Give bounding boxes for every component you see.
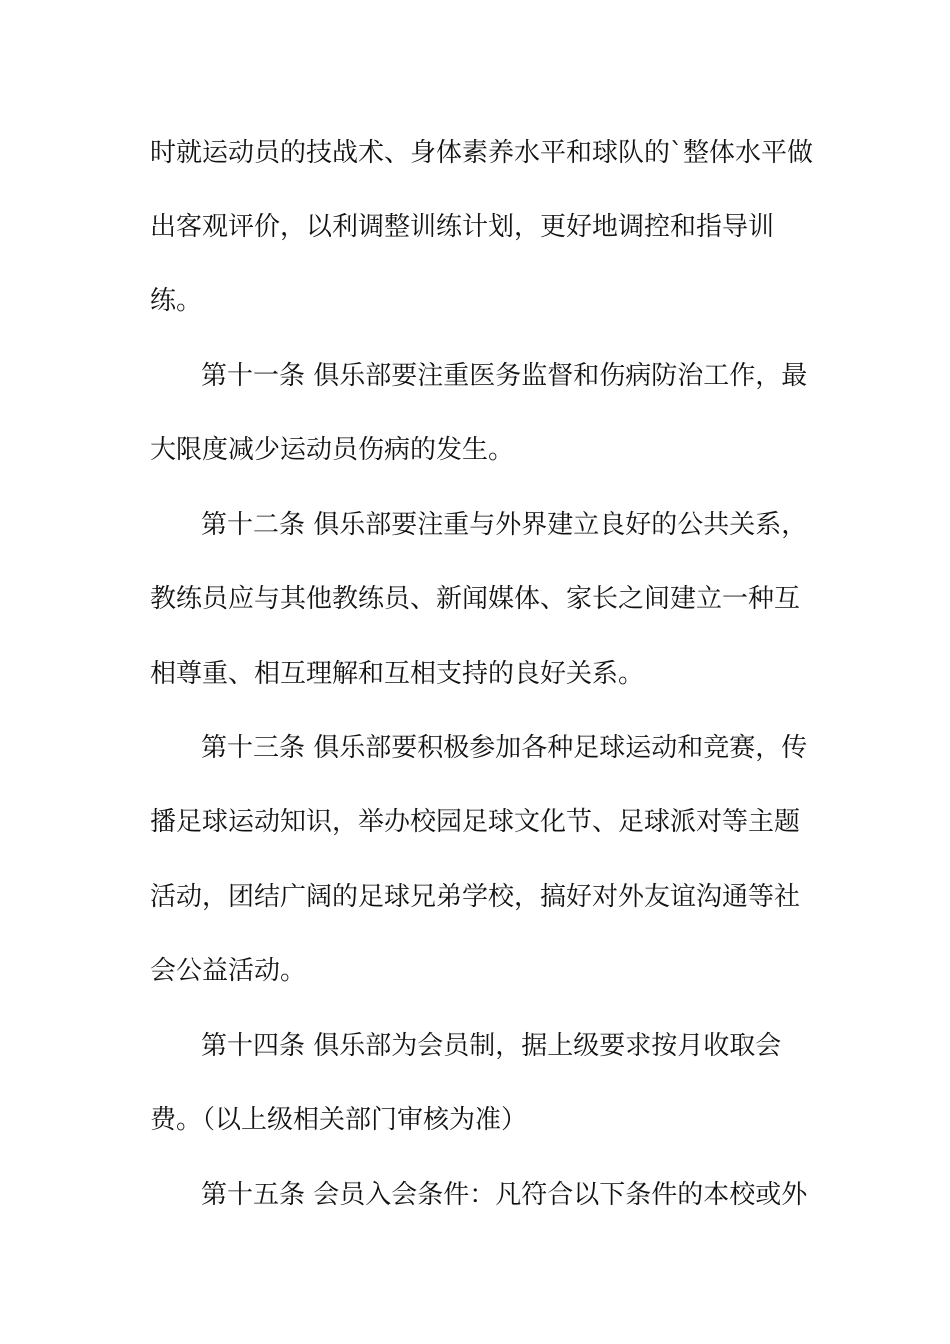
text-line: 练。 [150, 286, 203, 316]
text-line: 会公益活动。 [150, 956, 307, 986]
article-15-line: 第十五条 会员入会条件：凡符合以下条件的本校或外 [201, 1180, 808, 1210]
text-line: 时就运动员的技战术、身体素养水平和球队的`整体水平做 [150, 138, 814, 168]
text-line: 费。（以上级相关部门审核为准） [150, 1105, 528, 1135]
article-14-line: 第十四条 俱乐部为会员制，据上级要求按月收取会 [201, 1031, 782, 1061]
text-line: 教练员应与其他教练员、新闻媒体、家长之间建立一种互 [150, 584, 801, 614]
article-13-line: 第十三条 俱乐部要积极参加各种足球运动和竞赛，传 [201, 733, 808, 763]
text-line: 大限度减少运动员伤病的发生。 [150, 435, 515, 465]
article-11-line: 第十一条 俱乐部要注重医务监督和伤病防治工作，最 [201, 361, 808, 391]
text-line: 播足球运动知识，举办校园足球文化节、足球派对等主题 [150, 807, 801, 837]
text-line: 出客观评价，以利调整训练计划，更好地调控和指导训 [150, 212, 775, 242]
article-12-line: 第十二条 俱乐部要注重与外界建立良好的公共关系， [201, 510, 808, 540]
text-line: 相尊重、相互理解和互相支持的良好关系。 [150, 659, 645, 689]
text-line: 活动，团结广阔的足球兄弟学校，搞好对外友谊沟通等社 [150, 882, 801, 912]
